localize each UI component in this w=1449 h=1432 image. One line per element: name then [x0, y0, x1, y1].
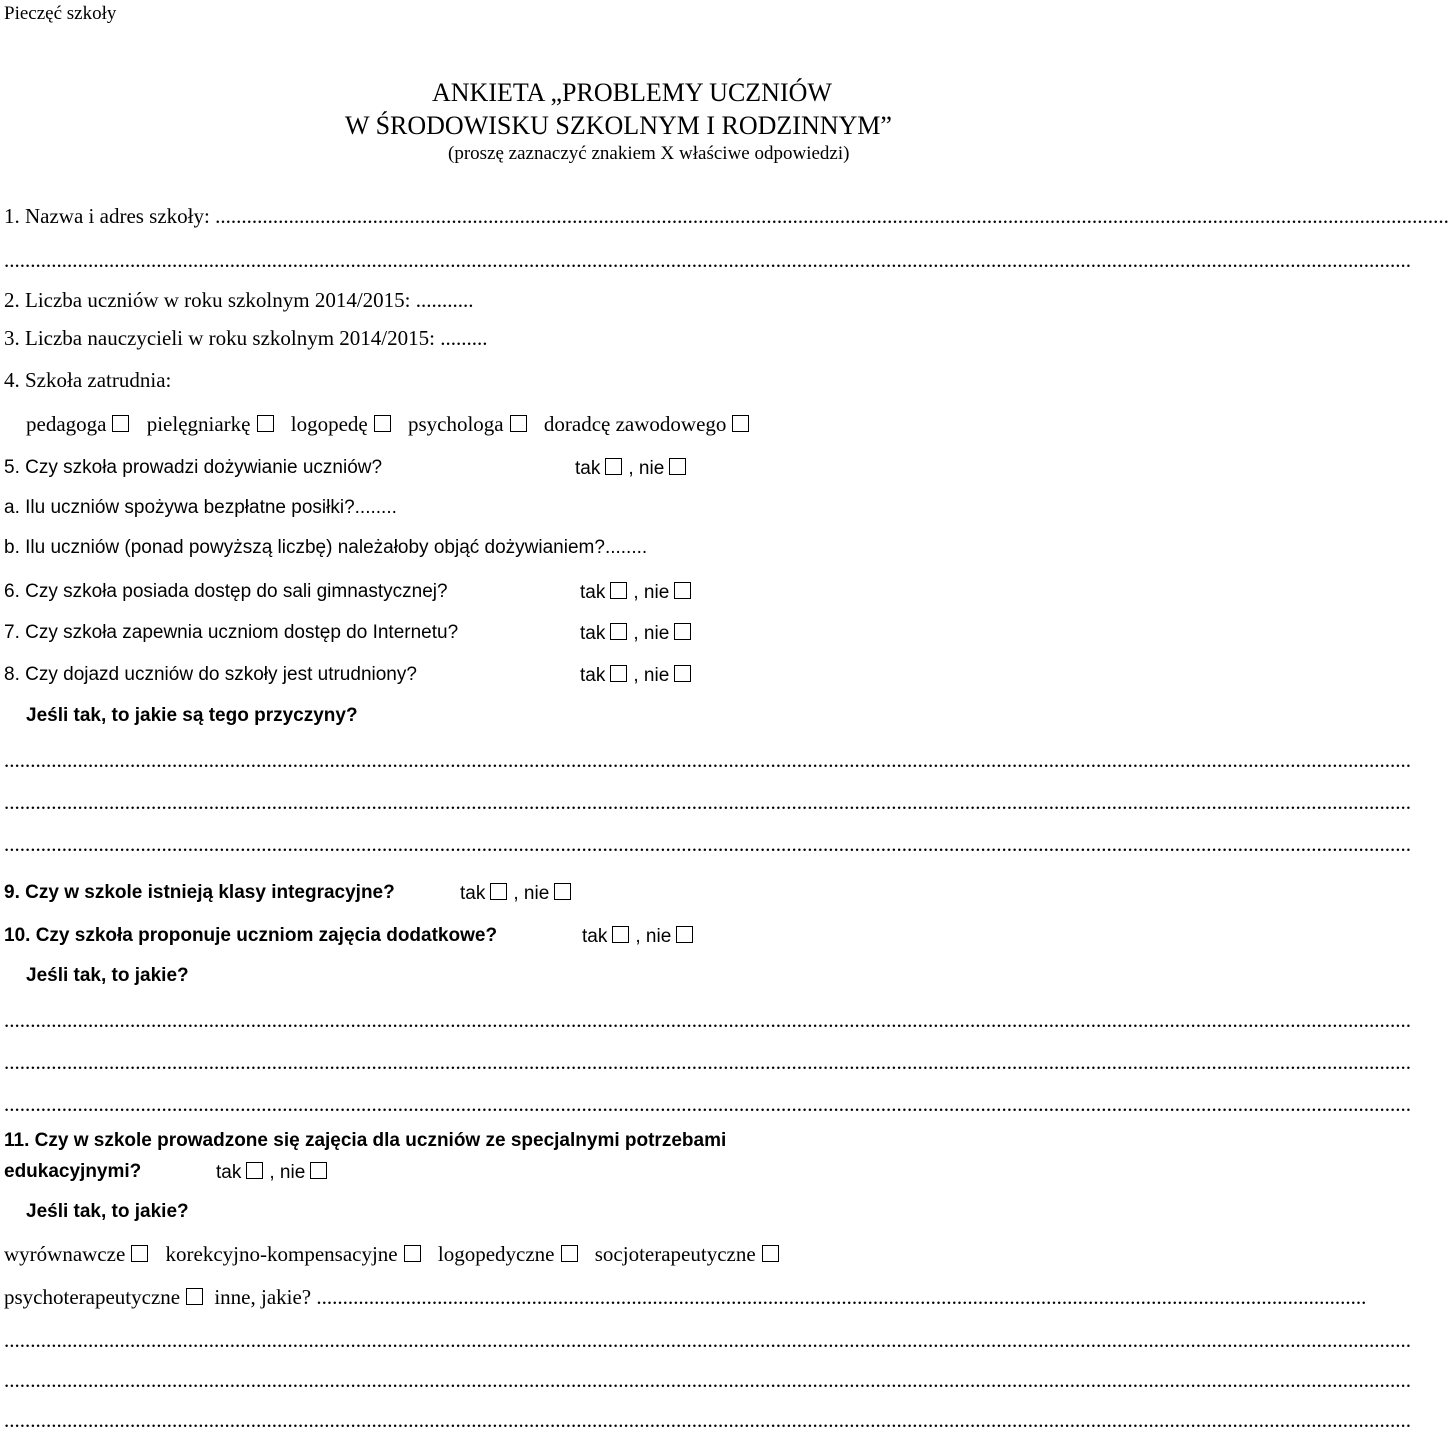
q11-yes-checkbox[interactable] — [246, 1162, 263, 1179]
q5-yes-checkbox[interactable] — [605, 458, 622, 475]
q11-option-speech-therapy — [438, 1242, 584, 1266]
q7-no-checkbox[interactable] — [674, 623, 691, 640]
q7-yes-no — [580, 623, 697, 643]
comma: , — [628, 458, 634, 479]
q4-option-label: pielęgniarkę — [146, 412, 251, 436]
q11-option-label: korekcyjno-kompensacyjne — [165, 1242, 398, 1266]
q5-yes-no — [575, 458, 692, 478]
q11-options-row2 — [4, 1285, 1367, 1309]
q11-options-row1 — [4, 1244, 791, 1265]
q6-no-checkbox[interactable] — [674, 582, 691, 599]
q11-other-label: inne, jakie? — [214, 1285, 312, 1309]
q1-row — [4, 204, 1449, 228]
no-label: nie — [523, 883, 550, 904]
q3-label: 3. Liczba nauczycieli w roku szkolnym 2014/2015: — [4, 326, 435, 350]
yes-label: tak — [216, 1162, 242, 1183]
q10-yes-no — [582, 926, 699, 946]
checkbox-speech-therapy[interactable] — [561, 1245, 578, 1262]
survey-title-line1: ANKIETA „PROBLEMY UCZNIÓW — [432, 78, 832, 107]
school-stamp-label: Pieczęć szkoły — [4, 3, 117, 24]
q2-label: 2. Liczba uczniów w roku szkolnym 2014/2015: — [4, 288, 411, 312]
q8-answer-line-3[interactable]: ............................................................................................................................................................................................................................................................................ — [4, 832, 1411, 856]
checkbox-nurse[interactable] — [257, 415, 274, 432]
q8-answer-line-1[interactable]: ............................................................................................................................................................................................................................................................................ — [4, 748, 1411, 772]
q5b-answer-field[interactable]: ........ — [604, 537, 648, 558]
q10-no-checkbox[interactable] — [676, 926, 693, 943]
q10-answer-line-1[interactable]: ............................................................................................................................................................................................................................................................................ — [4, 1008, 1411, 1032]
q7-label: 7. Czy szkoła zapewnia uczniom dostęp do Internetu? — [4, 622, 459, 643]
q10-followup: Jeśli tak, to jakie? — [26, 965, 189, 986]
q4-option-label: psychologa — [407, 412, 504, 436]
q11-answer-line-3[interactable]: ............................................................................................................................................................................................................................................................................ — [4, 1408, 1411, 1432]
checkbox-psychotherapy[interactable] — [186, 1288, 203, 1305]
q11-option-label: logopedyczne — [437, 1242, 555, 1266]
q9-label: 9. Czy w szkole istnieją klasy integracyjne? — [4, 882, 395, 903]
q4-option-speech-therapist — [291, 412, 397, 436]
q11-option-corrective — [166, 1242, 427, 1266]
q8-yes-no — [580, 665, 697, 685]
q10-answer-line-3[interactable]: ............................................................................................................................................................................................................................................................................ — [4, 1092, 1411, 1116]
q11-other-answer-field[interactable]: ........................................................................................................................................................................................................ — [316, 1285, 1367, 1309]
q6-yes-no — [580, 582, 697, 602]
q11-option-psychotherapy — [4, 1285, 209, 1309]
q9-yes-no — [460, 883, 577, 903]
no-label: nie — [279, 1162, 306, 1183]
q11-no-checkbox[interactable] — [310, 1162, 327, 1179]
q4-option-career-advisor — [544, 412, 756, 436]
q11-followup: Jeśli tak, to jakie? — [26, 1201, 189, 1222]
checkbox-corrective[interactable] — [404, 1245, 421, 1262]
q4-option-pedagogue — [26, 412, 135, 436]
checkbox-psychologist[interactable] — [510, 415, 527, 432]
q8-no-checkbox[interactable] — [674, 665, 691, 682]
checkbox-career-advisor[interactable] — [732, 415, 749, 432]
q9-no-checkbox[interactable] — [554, 883, 571, 900]
comma: , — [635, 926, 641, 947]
q7-yes-checkbox[interactable] — [610, 623, 627, 640]
q11-label-line1: 11. Czy w szkole prowadzone się zajęcia dla uczniów ze specjalnymi potrzebami — [4, 1130, 727, 1151]
yes-label: tak — [575, 458, 601, 479]
q11-label-line2: edukacyjnymi? — [4, 1161, 142, 1182]
q8-followup: Jeśli tak, to jakie są tego przyczyny? — [26, 705, 358, 726]
yes-label: tak — [580, 582, 606, 603]
q3-row — [4, 328, 487, 349]
q4-option-label: pedagoga — [26, 412, 107, 436]
q11-answer-line-1[interactable]: ............................................................................................................................................................................................................................................................................ — [4, 1328, 1411, 1352]
survey-title-line2: W ŚRODOWISKU SZKOLNYM I RODZINNYM” — [345, 111, 892, 140]
checkbox-pedagogue[interactable] — [112, 415, 129, 432]
yes-label: tak — [580, 665, 606, 686]
q11-option-label: wyrównawcze — [4, 1242, 126, 1266]
yes-label: tak — [580, 623, 606, 644]
q6-label: 6. Czy szkoła posiada dostęp do sali gimnastycznej? — [4, 581, 448, 602]
q4-option-nurse — [147, 412, 280, 436]
no-label: nie — [643, 665, 670, 686]
no-label: nie — [638, 458, 665, 479]
comma: , — [633, 623, 639, 644]
q4-label: 4. Szkoła zatrudnia: — [4, 368, 172, 392]
q4-option-label: doradcę zawodowego — [543, 412, 727, 436]
q11-option-label: psychoterapeutyczne — [4, 1285, 181, 1309]
q4-option-psychologist — [408, 412, 533, 436]
q9-yes-checkbox[interactable] — [490, 883, 507, 900]
no-label: nie — [645, 926, 672, 947]
q11-option-remedial — [4, 1242, 154, 1266]
q11-answer-line-2[interactable]: ............................................................................................................................................................................................................................................................................ — [4, 1368, 1411, 1392]
yes-label: tak — [582, 926, 608, 947]
q8-answer-line-2[interactable]: ............................................................................................................................................................................................................................................................................ — [4, 790, 1411, 814]
q5a-label: a. Ilu uczniów spożywa bezpłatne posiłki? — [4, 497, 355, 518]
q4-option-label: logopedę — [290, 412, 368, 436]
q4-options — [26, 414, 761, 435]
q10-label: 10. Czy szkoła proponuje uczniom zajęcia dodatkowe? — [4, 925, 498, 946]
checkbox-sociotherapy[interactable] — [762, 1245, 779, 1262]
q5b-row — [4, 538, 647, 557]
checkbox-speech-therapist[interactable] — [374, 415, 391, 432]
comma: , — [513, 883, 519, 904]
q1-answer-line[interactable]: ............................................................................................................................................................................................................................................................................ — [4, 248, 1411, 272]
q3-answer-field[interactable]: ......... — [440, 326, 488, 350]
no-label: nie — [643, 582, 670, 603]
q6-yes-checkbox[interactable] — [610, 582, 627, 599]
q2-answer-field[interactable]: ........... — [415, 288, 474, 312]
q2-row — [4, 290, 474, 311]
q5b-label: b. Ilu uczniów (ponad powyższą liczbę) należałoby objąć dożywianiem? — [4, 537, 605, 558]
q11-option-label: socjoterapeutyczne — [594, 1242, 756, 1266]
q5a-row — [4, 498, 397, 517]
no-label: nie — [643, 623, 670, 644]
q1-answer-field[interactable]: ........................................................................................................................................................................................................................................... — [215, 204, 1449, 228]
q10-answer-line-2[interactable]: ............................................................................................................................................................................................................................................................................ — [4, 1050, 1411, 1074]
q5-label: 5. Czy szkoła prowadzi dożywianie uczniów? — [4, 457, 383, 478]
q11-yes-no — [216, 1162, 333, 1182]
q5-no-checkbox[interactable] — [669, 458, 686, 475]
comma: , — [633, 665, 639, 686]
q8-label: 8. Czy dojazd uczniów do szkoły jest utrudniony? — [4, 664, 417, 685]
q10-yes-checkbox[interactable] — [612, 926, 629, 943]
comma: , — [269, 1162, 275, 1183]
checkbox-remedial[interactable] — [131, 1245, 148, 1262]
q1-label: 1. Nazwa i adres szkoły: — [4, 204, 210, 228]
q5a-answer-field[interactable]: ........ — [354, 497, 397, 518]
q11-option-sociotherapy — [595, 1242, 785, 1266]
comma: , — [633, 582, 639, 603]
survey-subtitle: (proszę zaznaczyć znakiem X właściwe odpowiedzi) — [448, 143, 850, 164]
yes-label: tak — [460, 883, 486, 904]
q8-yes-checkbox[interactable] — [610, 665, 627, 682]
